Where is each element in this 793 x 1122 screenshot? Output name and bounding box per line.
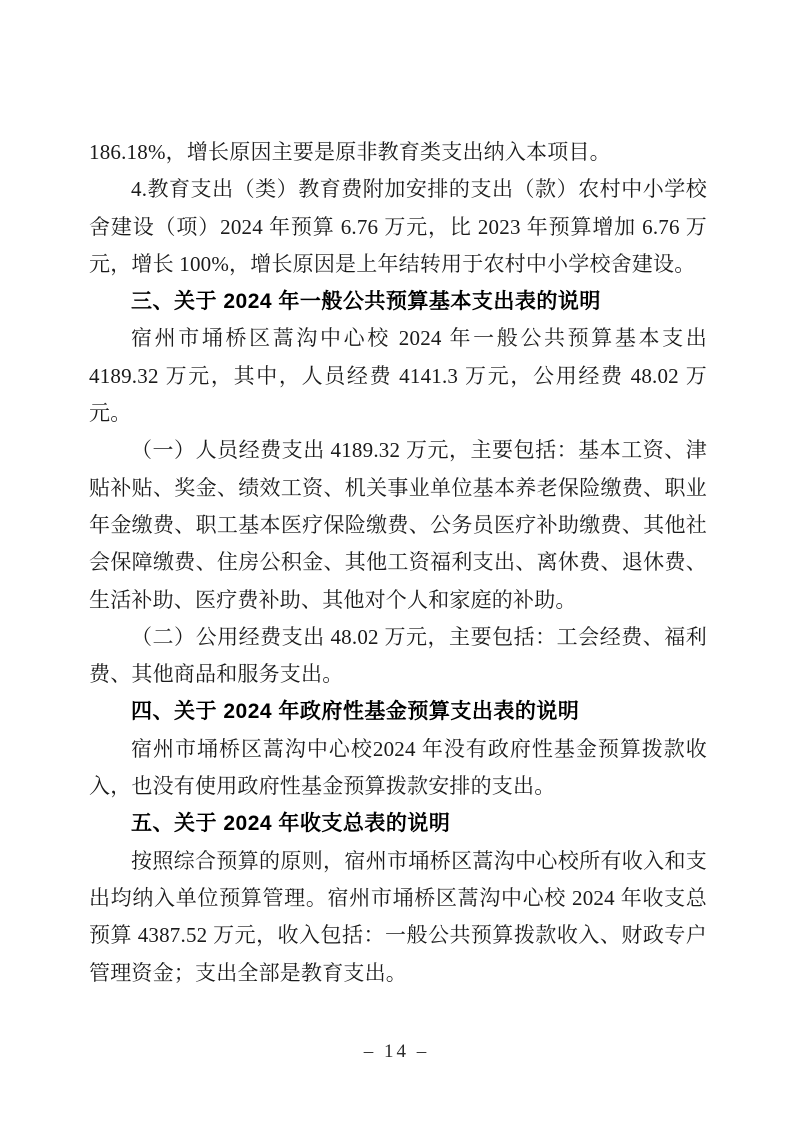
paragraph: （一）人员经费支出 4189.32 万元，主要包括：基本工资、津贴补贴、奖金、绩效工资、机关事业单位基本养老保险缴费、职业年金缴费、职工基本医疗保险缴费、公务员医疗补助缴费、其他社会保障缴费、住房公积金、其他工资福利支出、离休费、退休费、生活补助、医疗费补助、其他对个人和家庭的补助。 bbox=[89, 438, 707, 612]
paragraph: 186.18%，增长原因主要是原非教育类支出纳入本项目。 bbox=[89, 140, 611, 164]
section-heading: 五、关于 2024 年收支总表的说明 bbox=[131, 812, 451, 836]
paragraph: 宿州市埇桥区蒿沟中心校2024 年没有政府性基金预算拨款收入，也没有使用政府性基金预算拨款安排的支出。 bbox=[89, 736, 707, 799]
page-footer bbox=[0, 1041, 793, 1063]
paragraph: 按照综合预算的原则，宿州市埇桥区蒿沟中心校所有收入和支出均纳入单位预算管理。宿州市埇桥区蒿沟中心校 2024 年收支总预算 4387.52 万元，收入包括：一般公共预算拨款收入、财政专户管理资金；支出全部是教育支出。 bbox=[89, 848, 707, 985]
section-heading: 三、关于 2024 年一般公共预算基本支出表的说明 bbox=[131, 290, 601, 314]
paragraph: （二）公用经费支出 48.02 万元，主要包括：工会经费、福利费、其他商品和服务支出。 bbox=[89, 624, 707, 687]
paragraph: 4.教育支出（类）教育费附加安排的支出（款）农村中小学校舍建设（项）2024 年预算 6.76 万元，比 2023 年预算增加 6.76 万元，增长 100%，增长原因是上年结转用于农村中小学校舍建设。 bbox=[89, 177, 707, 276]
page-number: – 14 – bbox=[363, 1041, 430, 1062]
paragraph: 宿州市埇桥区蒿沟中心校 2024 年一般公共预算基本支出 4189.32 万元，其中，人员经费 4141.3 万元，公用经费 48.02 万元。 bbox=[89, 326, 707, 426]
document-content bbox=[89, 134, 707, 992]
section-heading: 四、关于 2024 年政府性基金预算支出表的说明 bbox=[131, 700, 580, 724]
